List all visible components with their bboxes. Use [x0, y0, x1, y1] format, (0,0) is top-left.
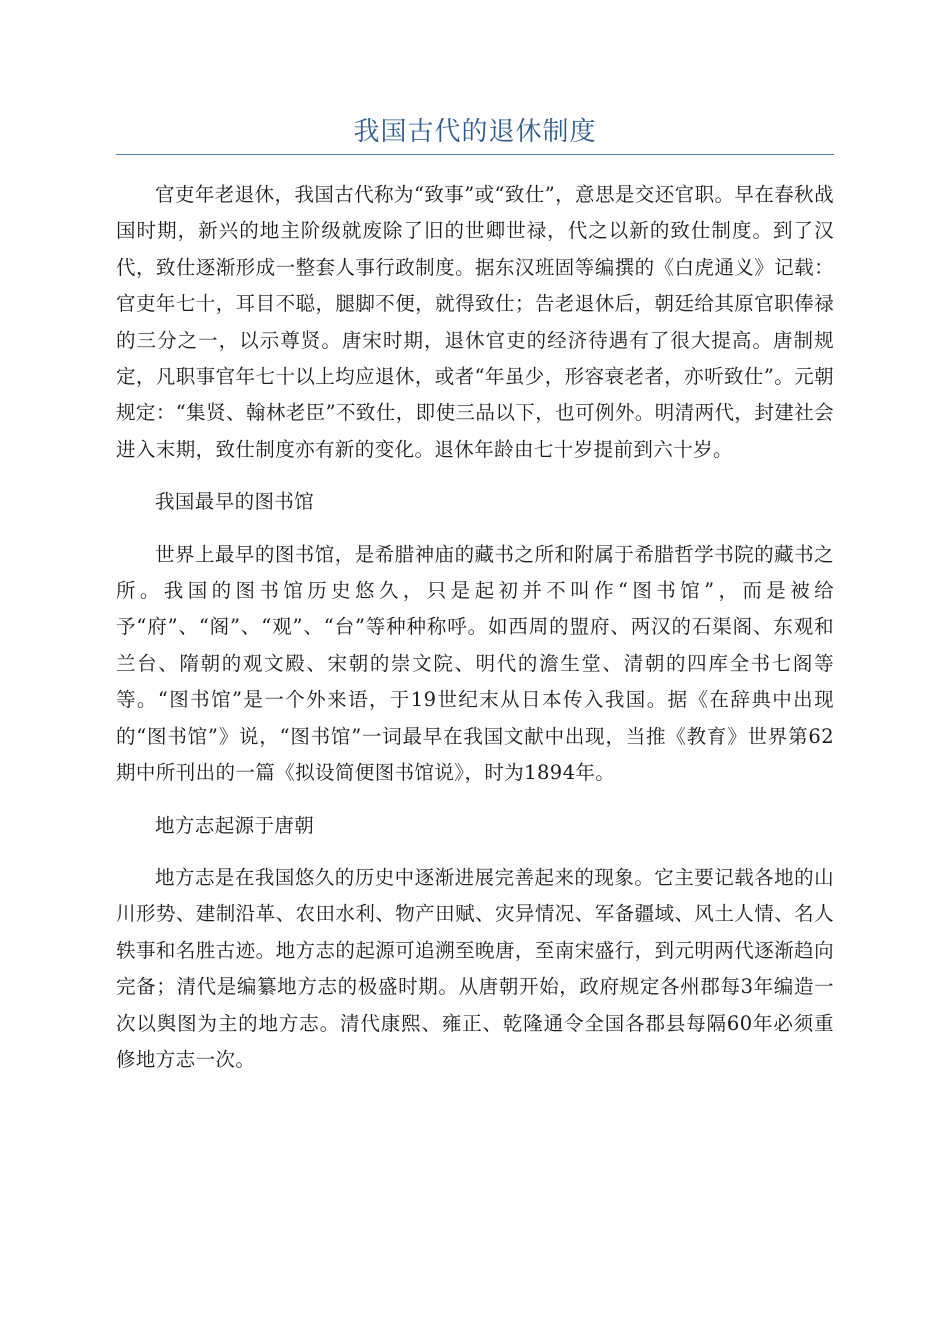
paragraph-local-gazetteer: 地方志是在我国悠久的历史中逐渐进展完善起来的现象。它主要记载各地的山川形势、建制沿革、农田水利、物产田赋、灾异情况、军备疆域、风土人情、名人轶事和名胜古迹。地方志的起源可追溯至晚唐，至南宋盛行，到元明两代逐渐趋向完备；清代是编纂地方志的极盛时期。从唐朝开始，政府规定各州郡每3年编造一次以舆图为主的地方志。清代康熙、雍正、乾隆通令全国各郡县每隔60年必须重修地方志一次。 [116, 865, 834, 1071]
heading-earliest-library: 我国最早的图书馆 [155, 490, 315, 514]
heading-local-gazetteer: 地方志起源于唐朝 [155, 813, 315, 837]
paragraph-earliest-library: 世界上最早的图书馆，是希腊神庙的藏书之所和附属于希腊哲学书院的藏书之所。我国的图书馆历史悠久，只是起初并不叫作“图书馆”，而是被给予“府”、“阁”、“观”、“台”等种种称呼。如西周的盟府、两汉的石渠阁、东观和兰台、隋朝的观文殿、宋朝的崇文院、明代的澹生堂、清朝的四库全书七阁等等。“图书馆”是一个外来语，于19世纪末从日本传入我国。据《在辞典中出现的“图书馆”》说，“图书馆”一词最早在我国文献中出现，当推《教育》世界第62期中所刊出的一篇《拟设简便图书馆说》，时为1894年。 [116, 542, 834, 785]
paragraph-retirement-system: 官吏年老退休，我国古代称为“致事”或“致仕”，意思是交还官职。早在春秋战国时期，新兴的地主阶级就废除了旧的世卿世禄，代之以新的致仕制度。到了汉代，致仕逐渐形成一整套人事行政制度。据东汉班固等编撰的《白虎通义》记载：官吏年七十，耳目不聪，腿脚不便，就得致仕；告老退休后，朝廷给其原官职俸禄的三分之一，以示尊贤。唐宋时期，退休官吏的经济待遇有了很大提高。唐制规定，凡职事官年七十以上均应退休，或者“年虽少，形容衰老者，亦听致仕”。元朝规定：“集贤、翰林老臣”不致仕，即使三品以下，也可例外。明清两代，封建社会进入末期，致仕制度亦有新的变化。退休年龄由七十岁提前到六十岁。 [116, 183, 834, 461]
document-title: 我国古代的退休制度 [353, 117, 597, 147]
document-body [116, 177, 834, 1078]
title-underline [116, 154, 834, 155]
